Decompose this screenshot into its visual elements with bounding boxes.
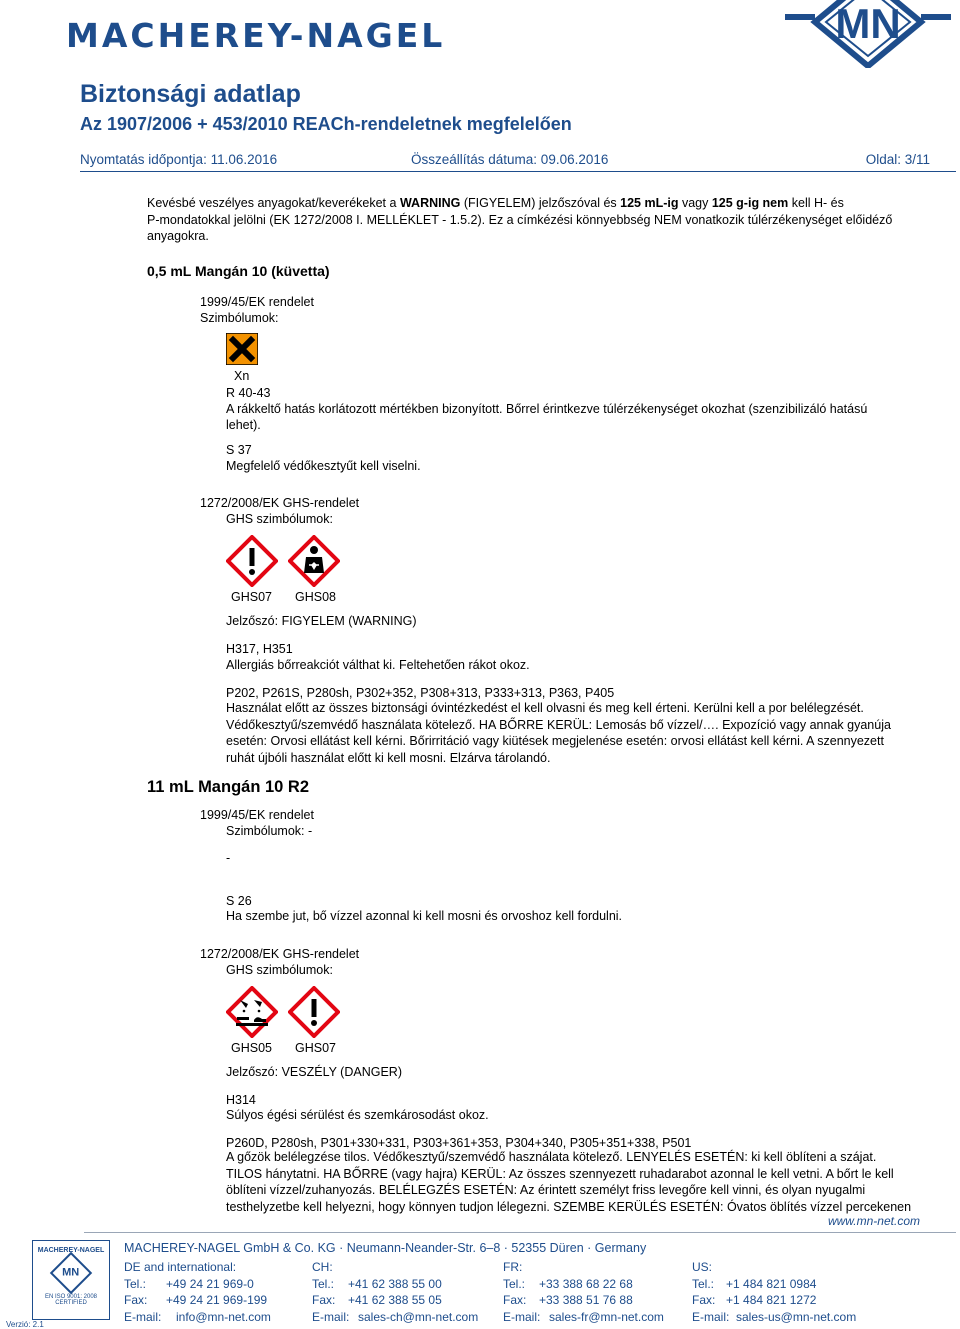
page-number: Oldal: 3/11: [865, 152, 930, 167]
section2-symbols-label: Szimbólumok: -: [226, 824, 313, 838]
section2-regulation-1272: 1272/2008/EK GHS-rendelet: [200, 947, 360, 961]
section1-title: 0,5 mL Mangán 10 (küvetta): [147, 263, 330, 279]
brand-name: MACHEREY-NAGEL: [66, 16, 446, 55]
section1-regulation-1999: 1999/45/EK rendelet: [200, 295, 314, 309]
section1-symbols-label: Szimbólumok:: [200, 311, 279, 325]
footer-email-us[interactable]: sales-us@mn-net.com: [736, 1309, 857, 1324]
version-label: Verzió: 2.1: [6, 1320, 44, 1329]
document-title: Biztonsági adatlap: [80, 80, 301, 108]
badge-mn-logo-icon: MN: [50, 1252, 92, 1294]
section2-s-text: Ha szembe jut, bő vízzel azonnal ki kell mosni és orvoshoz kell fordulni.: [226, 909, 623, 923]
print-date: Nyomtatás időpontja: 11.06.2016: [80, 152, 278, 167]
footer-col-ch: CH: Tel.: +41 62 388 55 00 Fax: +41 62 388 55 05 E-mail: sales-ch@mn-net.com: [312, 1260, 479, 1324]
section1-r-text-2: lehet).: [226, 418, 261, 432]
section2-regulation-1999: 1999/45/EK rendelet: [200, 808, 314, 822]
header-divider: [80, 171, 956, 172]
xn-symbol-code: Xn: [234, 369, 250, 383]
section1-p-text: Használat előtt az összes biztonsági óvintézkedést el kell olvasni és meg kell érteni. Kerülni kell a por belélegzését. Védőkesztyű/szemvédő használata kötelező. HA BŐRRE KERÜL: Lemosás bő vízzel/…. Expozíció vagy annak gyanúja esetén: Orvosi ellátást kell kérni. Bőrirritáció vagy kiütések megjelenése esetén: orvosi ellátást kell kérni. A szennyezett ruhát újbóli használat előtt ki kell mosni. Elzárva tárolandó.: [226, 701, 891, 765]
intro-line-3: anyagokra.: [147, 229, 209, 243]
section2-s-phrase: S 26: [226, 894, 252, 908]
section1-s-phrase: S 37: [226, 443, 252, 457]
section2-dash: -: [226, 851, 231, 865]
svg-text:MN: MN: [835, 0, 901, 47]
footer-col-us: US: Tel.: +1 484 821 0984 Fax: +1 484 821 1272 E-mail: sales-us@mn-net.com: [692, 1260, 857, 1324]
section1-ghs-label: GHS szimbólumok:: [226, 512, 333, 526]
ghs08-health-hazard-icon: [288, 535, 340, 587]
intro-line-1: Kevésbé veszélyes anyagokat/keverékeket a WARNING (FIGYELEM) jelzőszóval és 125 mL-ig vagy 125 g-ig nem kell H- és: [147, 196, 844, 210]
footer-company: MACHEREY-NAGEL GmbH & Co. KG · Neumann-Neander-Str. 6–8 · 52355 Düren · Germany: [124, 1241, 647, 1255]
intro-paragraph: [147, 195, 937, 245]
section1-h-codes: H317, H351: [226, 642, 293, 656]
section1-signal-word: Jelzőszó: FIGYELEM (WARNING): [226, 614, 417, 628]
footer-col-de: DE and international: Tel.: +49 24 21 969-0 Fax: +49 24 21 969-199 E-mail: info@mn-net.com: [124, 1260, 271, 1324]
badge-cert-line-1: EN ISO 9001: 2008: [44, 1294, 98, 1300]
footer-email-fr[interactable]: sales-fr@mn-net.com: [549, 1309, 664, 1324]
section2-p-text: A gőzök belélegzése tilos. Védőkesztyű/szemvédő használata kötelező. LENYELÉS ESETÉN: ki kell öblíteni a szájat. TILOS hánytatni. HA BŐRRE (vagy hajra) KERÜL: Az összes szennyezett ruhadarabot azonnal le kell vetni. A bőrt le kell öblíteni vízzel/zuhanyozás. BELÉLEGZÉS ESETÉN: Az érintett személyt friss levegőre kell vinni, és olyan nyugalmi testhelyzetbe kell helyezni, hogy könnyen tudjon lélegezni. SZEMBE KERÜLÉS ESETÉN: Óvatos öblítés vízzel percekenen: [226, 1150, 912, 1214]
intro-line-2: P-mondatokkal jelölni (EK 1272/2008 I. MELLÉKLET - 1.5.2). Ez a címkézési könnyebbség NEM vonatkozik túlérzékenységet előidéző: [147, 212, 893, 227]
footer-divider: [84, 1232, 956, 1233]
ghs-code-1: GHS07: [231, 590, 272, 604]
section2-ghs-label: GHS szimbólumok:: [226, 963, 333, 977]
section1-h-text: Allergiás bőrreakciót válthat ki. Feltehetően rákot okoz.: [226, 658, 530, 672]
ghs05-corrosive-icon: [226, 986, 278, 1038]
section1-s-text: Megfelelő védőkesztyűt kell viselni.: [226, 459, 421, 473]
section2-title: 11 mL Mangán 10 R2: [147, 778, 310, 796]
section1-p-codes: P202, P261S, P280sh, P302+352, P308+313, P333+313, P363, P405: [226, 686, 615, 700]
section2-h-codes: H314: [226, 1093, 256, 1107]
footer-email-ch[interactable]: sales-ch@mn-net.com: [358, 1309, 479, 1324]
iso-certificate-badge: [32, 1240, 110, 1320]
ghs07-exclamation-icon: [288, 986, 340, 1038]
section2-p-codes: P260D, P280sh, P301+330+331, P303+361+353, P304+340, P305+351+338, P501: [226, 1136, 692, 1150]
ghs-code-2: GHS08: [295, 590, 336, 604]
section1-regulation-1272: 1272/2008/EK GHS-rendelet: [200, 496, 360, 510]
footer-col-fr: FR: Tel.: +33 388 68 22 68 Fax: +33 388 51 76 88 E-mail: sales-fr@mn-net.com: [503, 1260, 664, 1324]
badge-brand: MACHEREY-NAGEL: [37, 1247, 105, 1254]
badge-cert-line-2: CERTIFIED: [55, 1300, 87, 1306]
ghs-code-3: GHS05: [231, 1041, 272, 1055]
mn-logo-icon: [785, 0, 951, 68]
footer-website: www.mn-net.com: [827, 1214, 920, 1228]
xn-harmful-icon: [226, 333, 258, 365]
document-subtitle: Az 1907/2006 + 453/2010 REACh-rendeletnek megfelelően: [80, 114, 572, 134]
ghs07-exclamation-icon: [226, 535, 278, 587]
section1-r-phrases: R 40-43: [226, 386, 271, 400]
section1-r-text-1: A rákkeltő hatás korlátozott mértékben bizonyított. Bőrrel érintkezve túlérzékenységet okozhat (szenzibilizáló hatású: [226, 402, 868, 416]
compile-date: Összeállítás dátuma: 09.06.2016: [411, 152, 609, 167]
ghs-code-4: GHS07: [295, 1041, 336, 1055]
section2-h-text: Súlyos égési sérülést és szemkárosodást okoz.: [226, 1108, 489, 1122]
footer-email-de[interactable]: info@mn-net.com: [176, 1309, 271, 1324]
section2-signal-word: Jelzőszó: VESZÉLY (DANGER): [226, 1065, 402, 1079]
